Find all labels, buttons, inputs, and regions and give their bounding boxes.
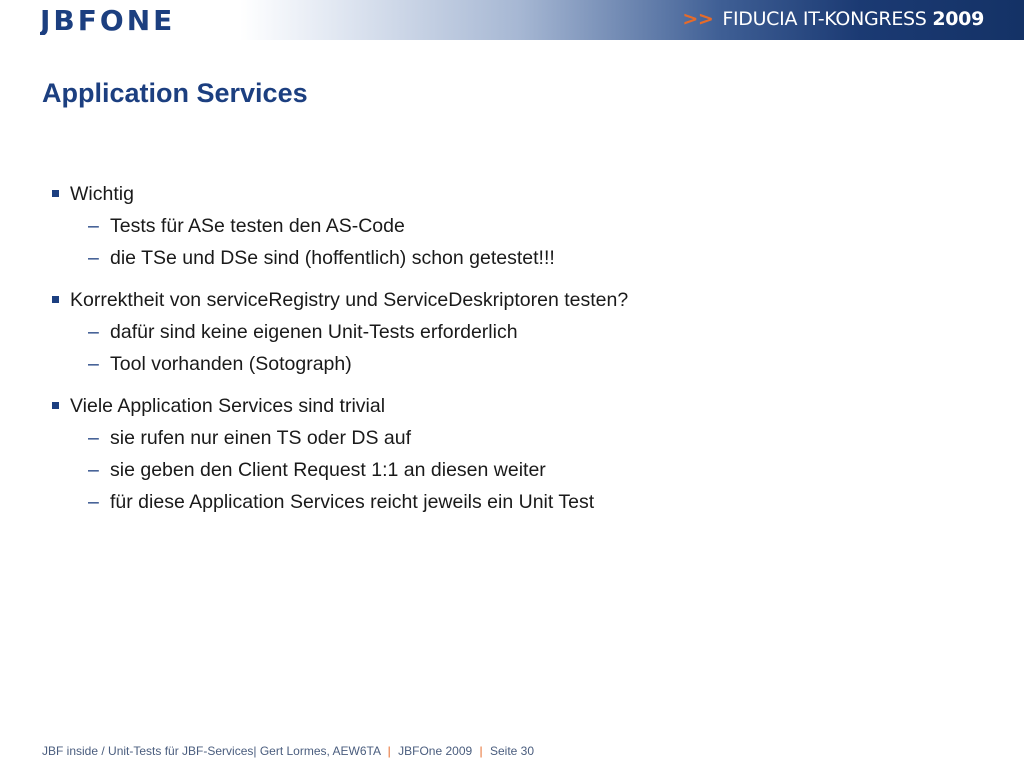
sub-bullet-text: sie geben den Client Request 1:1 an diesen weiter [110,459,546,481]
event-year: 2009 [932,8,984,30]
bullet-text: Korrektheit von serviceRegistry und ServiceDeskriptoren testen? [70,289,629,311]
bullet-text: Viele Application Services sind trivial [70,395,386,417]
page-title: Application Services [42,78,308,108]
footer-separator: | [387,744,391,758]
sub-bullet-text: die TSe und DSe sind (hoffentlich) schon getestet!!! [110,247,555,269]
bullet-item [52,286,992,314]
sub-bullet-item [52,244,992,272]
dash-bullet-icon: – [88,321,99,343]
event-arrows: >> [682,8,714,30]
jbfone-logo [40,3,210,35]
dash-bullet-icon: – [88,427,99,449]
event-name: FIDUCIA IT-KONGRESS [722,8,927,30]
dash-bullet-icon: – [88,353,99,375]
sub-bullet-item [52,318,992,346]
footer-source: JBF inside / Unit-Tests für JBF-Services| Gert Lormes, AEW6TA [42,744,381,758]
sub-bullet-item [52,212,992,240]
bullet-text: Wichtig [70,183,134,205]
dash-bullet-icon: – [88,215,99,237]
square-bullet-icon [52,190,59,197]
bullet-item [52,180,992,208]
bullet-group [52,392,992,516]
svg-text:JBFONE: JBFONE [40,4,176,35]
sub-bullet-item [52,456,992,484]
sub-bullet-text: für diese Application Services reicht jeweils ein Unit Test [110,491,595,513]
sub-bullet-item [52,424,992,452]
footer [42,744,534,758]
footer-separator: | [479,744,483,758]
dash-bullet-icon: – [88,459,99,481]
sub-bullet-text: sie rufen nur einen TS oder DS auf [110,427,411,449]
sub-bullet-item [52,350,992,378]
footer-product: JBFOne 2009 [398,744,473,758]
sub-bullet-text: Tests für ASe testen den AS-Code [110,215,405,237]
bullet-group [52,180,992,272]
bullet-item [52,392,992,420]
bullet-group [52,286,992,378]
sub-bullet-text: dafür sind keine eigenen Unit-Tests erforderlich [110,321,518,343]
sub-bullet-item [52,488,992,516]
event-title [682,8,984,30]
header-bar [0,0,1024,40]
dash-bullet-icon: – [88,247,99,269]
square-bullet-icon [52,402,59,409]
footer-page-number: Seite 30 [490,744,535,758]
sub-bullet-text: Tool vorhanden (Sotograph) [110,353,352,375]
square-bullet-icon [52,296,59,303]
bullet-list [52,180,992,530]
dash-bullet-icon: – [88,491,99,513]
